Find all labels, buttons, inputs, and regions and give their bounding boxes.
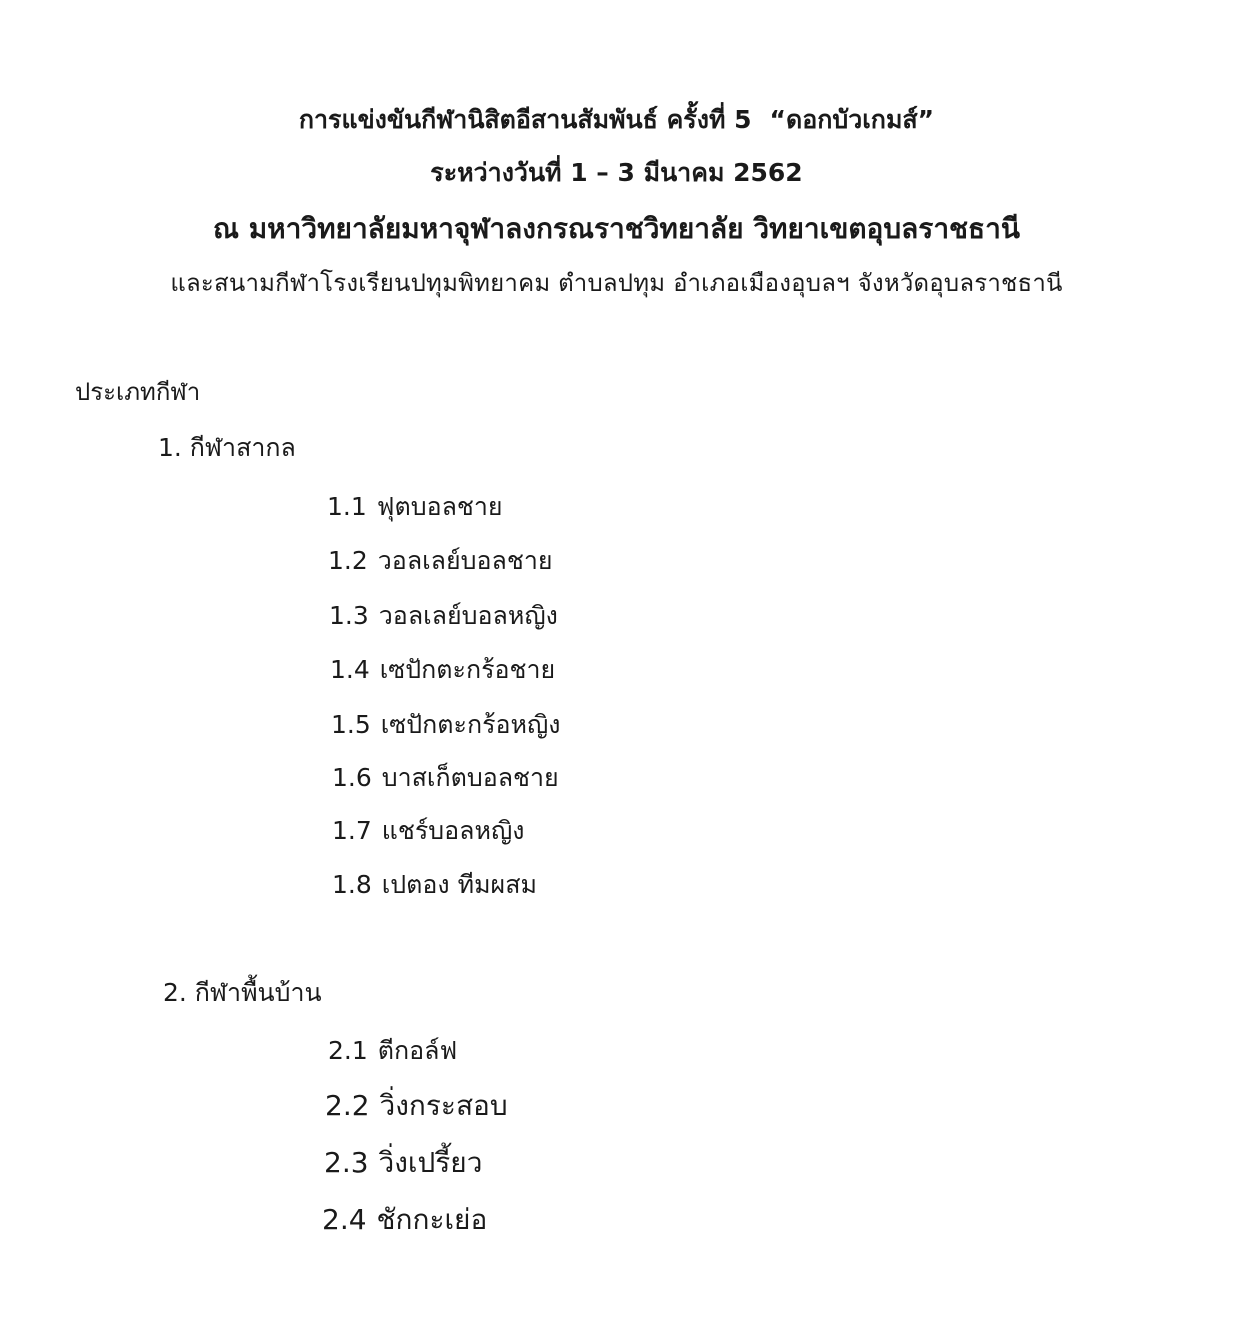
item-name: บาสเก็ตบอลชาย <box>381 763 559 792</box>
list-item <box>329 596 558 636</box>
item-name: วอลเลย์บอลหญิง <box>378 601 558 630</box>
item-number: 2.2 <box>325 1089 370 1122</box>
list-item <box>325 1084 508 1128</box>
list-item <box>322 1198 487 1242</box>
list-item <box>332 811 524 851</box>
event-name-quote: “ดอกบัวเกมส์” <box>769 105 935 134</box>
list-item <box>327 487 503 527</box>
item-number: 1.1 <box>327 492 367 521</box>
item-name: แชร์บอลหญิง <box>381 816 525 845</box>
item-name: วิ่งกระสอบ <box>379 1089 508 1122</box>
item-name: วอลเลย์บอลชาย <box>377 546 553 575</box>
list-item <box>324 1141 482 1185</box>
item-name: ฟุตบอลชาย <box>376 492 503 521</box>
item-number: 2.4 <box>322 1203 367 1236</box>
item-name: ตีกอล์ฟ <box>377 1036 458 1065</box>
event-title-main: การแข่งขันกีฬานิสิตอีสานสัมพันธ์ ครั้งที่ 5 <box>298 105 752 134</box>
item-name: เปตอง ทีมผสม <box>381 870 537 899</box>
item-number: 1.4 <box>330 655 370 684</box>
item-number: 1.7 <box>332 816 372 845</box>
item-number: 1.8 <box>332 870 372 899</box>
category-heading-international: 1. กีฬาสากล <box>158 433 296 462</box>
sport-types-heading: ประเภทกีฬา <box>75 378 201 406</box>
item-name: เซปักตะกร้อชาย <box>379 655 556 684</box>
list-item <box>332 865 537 905</box>
event-dates: ระหว่างวันที่ 1 – 3 มีนาคม 2562 <box>430 158 803 187</box>
list-item <box>332 758 559 798</box>
list-item <box>331 705 561 745</box>
item-number: 1.6 <box>332 763 372 792</box>
item-number: 2.1 <box>328 1036 368 1065</box>
category-heading-folk: 2. กีฬาพื้นบ้าน <box>163 978 322 1007</box>
item-name: ชักกะเย่อ <box>376 1203 488 1236</box>
item-name: วิ่งเปรี้ยว <box>378 1146 483 1179</box>
item-number: 1.5 <box>331 710 371 739</box>
list-item <box>328 541 553 581</box>
item-number: 2.3 <box>324 1146 369 1179</box>
item-name: เซปักตะกร้อหญิง <box>380 710 561 739</box>
event-title <box>0 100 1233 140</box>
item-number: 1.2 <box>328 546 368 575</box>
item-number: 1.3 <box>329 601 369 630</box>
event-venue: ณ มหาวิทยาลัยมหาจุฬาลงกรณราชวิทยาลัย วิทยาเขตอุบลราชธานี <box>213 212 1020 245</box>
list-item <box>328 1031 457 1071</box>
list-item <box>330 650 555 690</box>
event-venue-secondary: และสนามกีฬาโรงเรียนปทุมพิทยาคม ตำบลปทุม อำเภอเมืองอุบลฯ จังหวัดอุบลราชธานี <box>170 269 1063 297</box>
